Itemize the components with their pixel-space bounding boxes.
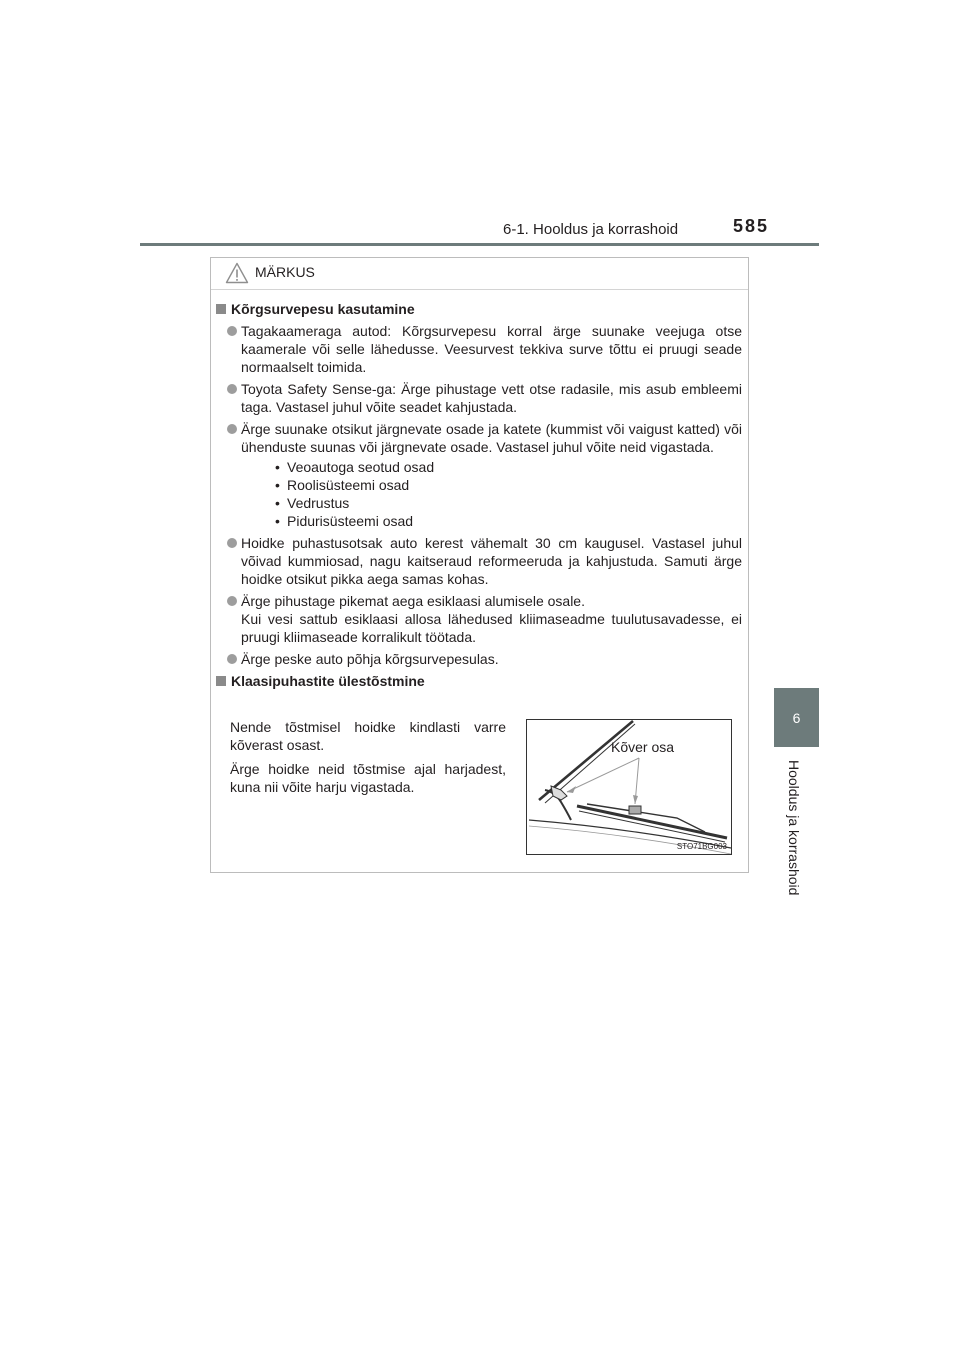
notice-box — [210, 257, 749, 873]
header-section-title: 6-1. Hooldus ja korrashoid — [503, 221, 679, 238]
paragraph: Nende tõstmisel hoidke kindlasti varre kõverast osast. — [230, 719, 506, 753]
warning-triangle-icon — [225, 262, 249, 284]
wiper-instructions — [230, 718, 506, 802]
section-heading: Kõrgsurvepesu kasutamine — [211, 300, 748, 318]
chapter-side-label: Hooldus ja korrashoid — [786, 760, 802, 896]
round-bullet-icon — [227, 654, 237, 664]
list-item: Ärge peske auto põhja kõrgsurvepesulas. — [211, 650, 748, 668]
sub-list-item: • Pidurisüsteemi osad — [241, 512, 742, 530]
chapter-tab-number: 6 — [792, 710, 801, 726]
notice-header — [211, 258, 748, 290]
page-number: 585 — [733, 216, 770, 236]
sub-list-item: • Vedrustus — [241, 494, 742, 512]
list-item-continuation: Kui vesi sattub esiklaasi allosa lähedused kliimaseadme tuulutusavadesse, ei pruugi kliimaseade korralikult töötada. — [241, 611, 742, 645]
figure-code: STO71BG003 — [676, 842, 727, 851]
list-item: Toyota Safety Sense-ga: Ärge pihustage vett otse radasile, mis asub embleemi taga. Vastasel juhul võite seadet kahjustada. — [211, 380, 748, 416]
sub-list — [241, 458, 742, 530]
sub-list-item: • Veoautoga seotud osad — [241, 458, 742, 476]
list-item: Hoidke puhastusotsak auto kerest vähemalt 30 cm kaugusel. Vastasel juhul võivad kummiosad, nagu kaitseraud reformeeruda ja kahjustuda. Samuti ärge hoidke otsikut pikka aega samas kohas. — [211, 534, 748, 588]
list-item: Tagakaameraga autod: Kõrgsurvepesu korral ärge suunake veejuga otse kaamerale või selle lähedusse. Veesurvest tekkiva surve tõttu ei pruugi seade normaalselt toimida. — [211, 322, 748, 376]
list-item: Ärge pihustage pikemat aega esiklaasi alumisele osale. Kui vesi sattub esiklaasi allosa lähedused kliimaseadme tuulutusavadesse, ei pruugi kliimaseade korralikult töötada. — [211, 592, 748, 646]
round-bullet-icon — [227, 326, 237, 336]
notice-content — [211, 300, 748, 694]
notice-title: MÄRKUS — [255, 264, 315, 280]
round-bullet-icon — [227, 538, 237, 548]
header-rule — [140, 243, 819, 246]
section-heading: Klaasipuhastite ülestõstmine — [211, 672, 748, 690]
round-bullet-icon — [227, 424, 237, 434]
wiper-illustration — [526, 719, 732, 855]
sub-list-item: • Roolisüsteemi osad — [241, 476, 742, 494]
square-bullet-icon — [216, 676, 226, 686]
list-item: Ärge suunake otsikut järgnevate osade ja katete (kummist või vaigust katted) või ühenduste suunas või järgnevate osade. Vastasel juhul võite neid vigastada. • Veoautoga seotud osad • Roolisüsteemi osad • Vedrustus • Pidurisüsteemi osad — [211, 420, 748, 530]
paragraph: Ärge hoidke neid tõstmise ajal harjadest, kuna nii võite harju vigastada. — [230, 761, 506, 795]
figure-label: Kõver osa — [611, 739, 675, 755]
round-bullet-icon — [227, 384, 237, 394]
square-bullet-icon — [216, 304, 226, 314]
round-bullet-icon — [227, 596, 237, 606]
